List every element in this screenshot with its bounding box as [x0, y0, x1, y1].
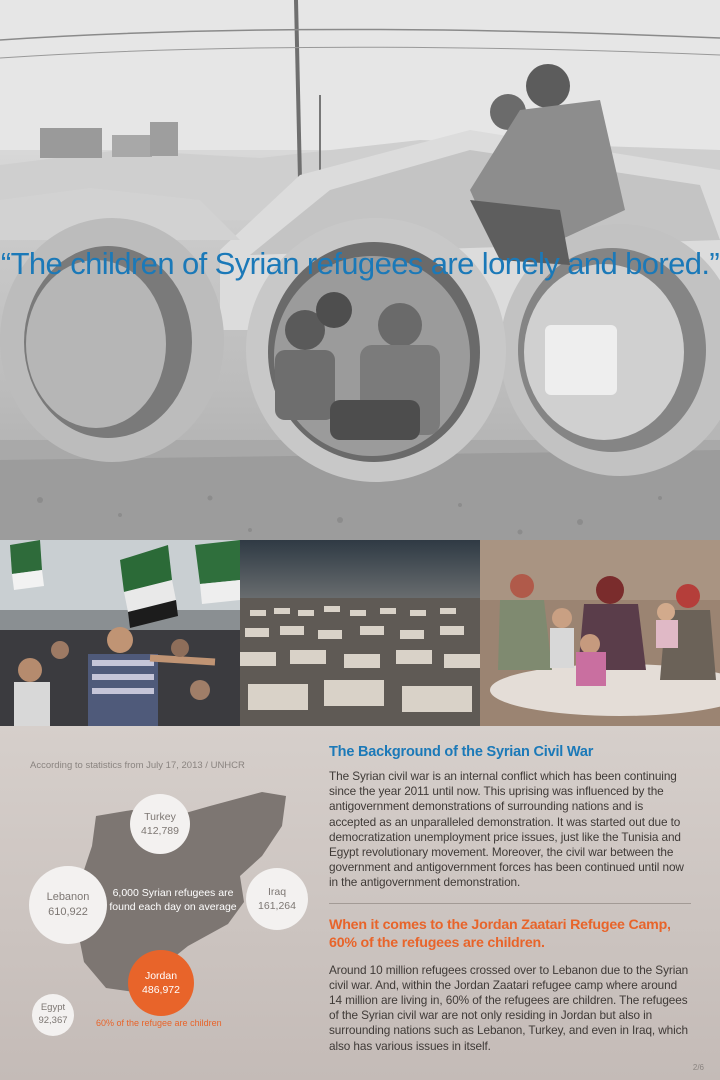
- jordan-bubble: [128, 950, 194, 1016]
- camp-heading: When it comes to the Jordan Zaatari Refugee Camp, 60% of the refugees are children.: [329, 916, 671, 951]
- family-photo: [480, 540, 720, 726]
- jordan-value: 486,972: [142, 984, 180, 996]
- lebanon-value: 610,922: [48, 906, 88, 918]
- hero-quote: “The children of Syrian refugees are lonely and bored.”: [0, 246, 720, 281]
- egypt-bubble: [32, 994, 74, 1036]
- lebanon-bubble: [29, 866, 107, 944]
- camp-photo: [240, 540, 480, 726]
- lebanon-label: Lebanon: [46, 891, 90, 904]
- children-percentage-note: 60% of the refugee are children: [96, 1018, 222, 1028]
- jordan-label: Jordan: [144, 969, 178, 982]
- protest-photo: [0, 540, 240, 726]
- iraq-bubble: [246, 868, 308, 930]
- background-heading: The Background of the Syrian Civil War: [329, 744, 594, 760]
- camp-paragraph: Around 10 million refugees crossed over to Lebanon due to the Syrian civil war. And, within the Jordan Zaatari refugee camp where around 14 million are living in, 60% of the refugees are children. The refugees of the Syrian civil war are not only residing in Jordan but also in surrounding nations such as Lebanon, Turkey, and even in Iraq, which also has various issues in itself.: [329, 962, 689, 1053]
- background-paragraph: The Syrian civil war is an internal conflict which has been continuing since the year 2011 until now. This uprising was influenced by the antigovernment demonstrations of surrounding nations and is accepted as an unparalleled demonstration. It was started out due to democratization unemployment price issues, just like the Tunisia and Egypt revolutionary movement. Moreover, the civil war between the government and antigovernment forces has been continued until now in the antigovernment demonstration.: [329, 769, 684, 890]
- turkey-bubble: [130, 794, 190, 854]
- info-section: [0, 726, 720, 1080]
- photo-strip: [0, 540, 720, 726]
- article-column: [329, 744, 691, 1054]
- turkey-value: 412,789: [141, 825, 179, 837]
- egypt-label: Egypt: [40, 1002, 66, 1014]
- iraq-label: Iraq: [267, 885, 287, 898]
- iraq-value: 161,264: [258, 900, 296, 912]
- daily-refugees-note: 6,000 Syrian refugees are found each day on average: [109, 887, 237, 914]
- turkey-label: Turkey: [144, 810, 176, 823]
- section-divider: [329, 903, 691, 904]
- statistics-source-note: According to statistics from July 17, 2013 / UNHCR: [30, 760, 245, 771]
- page-number: 2/6: [692, 1063, 704, 1072]
- egypt-value: 92,367: [38, 1015, 68, 1026]
